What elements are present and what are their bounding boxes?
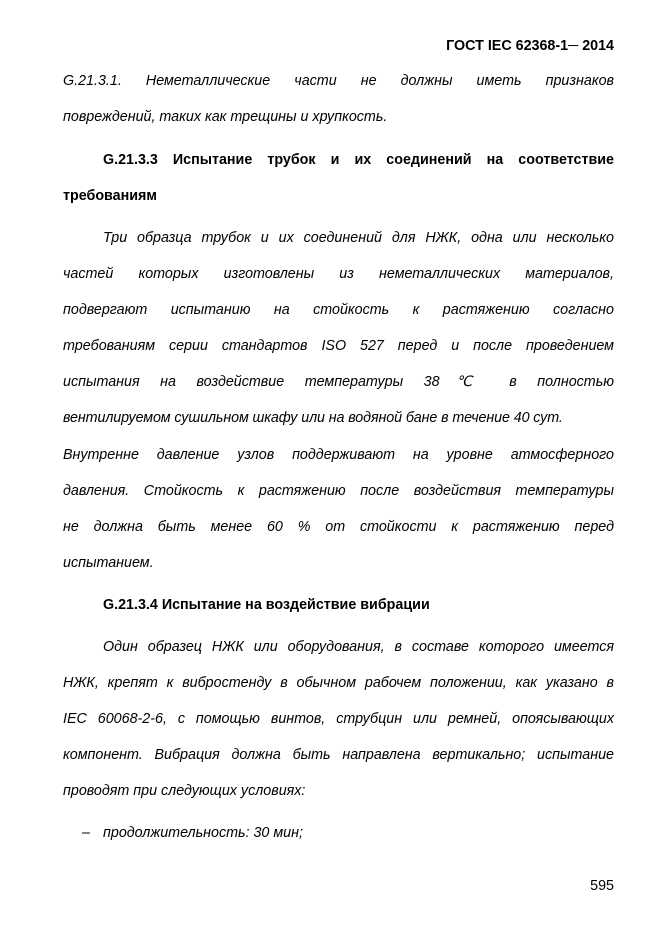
section-heading: G.21.3.3 Испытание трубок и их соединений на соответствие xyxy=(103,152,614,168)
paragraph-line: не должна быть менее 60 % от стойкости к растяжению перед xyxy=(63,519,614,535)
paragraph-line: вентилируемом сушильном шкафу или на водяной бане в течение 40 сут. xyxy=(63,410,563,426)
list-bullet: – xyxy=(82,825,90,841)
paragraph-line: испытанием. xyxy=(63,555,154,571)
paragraph-line: IEC 60068-2-6, с помощью винтов, струбцин или ремней, опоясывающих xyxy=(63,711,614,727)
paragraph-line: требованиям серии стандартов ISO 527 перед и после проведением xyxy=(63,338,614,354)
paragraph-line: давления. Стойкость к растяжению после воздействия температуры xyxy=(63,483,614,499)
paragraph-line: проводят при следующих условиях: xyxy=(63,783,306,799)
paragraph-line: подвергают испытанию на стойкость к растяжению согласно xyxy=(63,302,614,318)
paragraph-line: Три образца трубок и их соединений для НЖК, одна или несколько xyxy=(103,230,614,246)
paragraph-line: G.21.3.1. Неметаллические части не должны иметь признаков xyxy=(63,73,614,89)
paragraph-line: НЖК, крепят к вибростенду в обычном рабочем положении, как указано в xyxy=(63,675,614,691)
paragraph-line: компонент. Вибрация должна быть направлена вертикально; испытание xyxy=(63,747,614,763)
paragraph-line: Внутренне давление узлов поддерживают на уровне атмосферного xyxy=(63,447,614,463)
paragraph-line: испытания на воздействие температуры 38℃ в полностью xyxy=(63,374,614,390)
page-number: 595 xyxy=(590,878,614,894)
section-heading: G.21.3.4 Испытание на воздействие вибрации xyxy=(103,597,430,613)
paragraph-line: повреждений, таких как трещины и хрупкость. xyxy=(63,109,388,125)
paragraph-line: частей которых изготовлены из неметаллических материалов, xyxy=(63,266,614,282)
section-heading: требованиям xyxy=(63,188,157,204)
paragraph-line: Один образец НЖК или оборудования, в составе которого имеется xyxy=(103,639,614,655)
list-item: продолжительность: 30 мин; xyxy=(103,825,303,841)
document-header: ГОСТ IEC 62368-1─ 2014 xyxy=(446,38,614,54)
